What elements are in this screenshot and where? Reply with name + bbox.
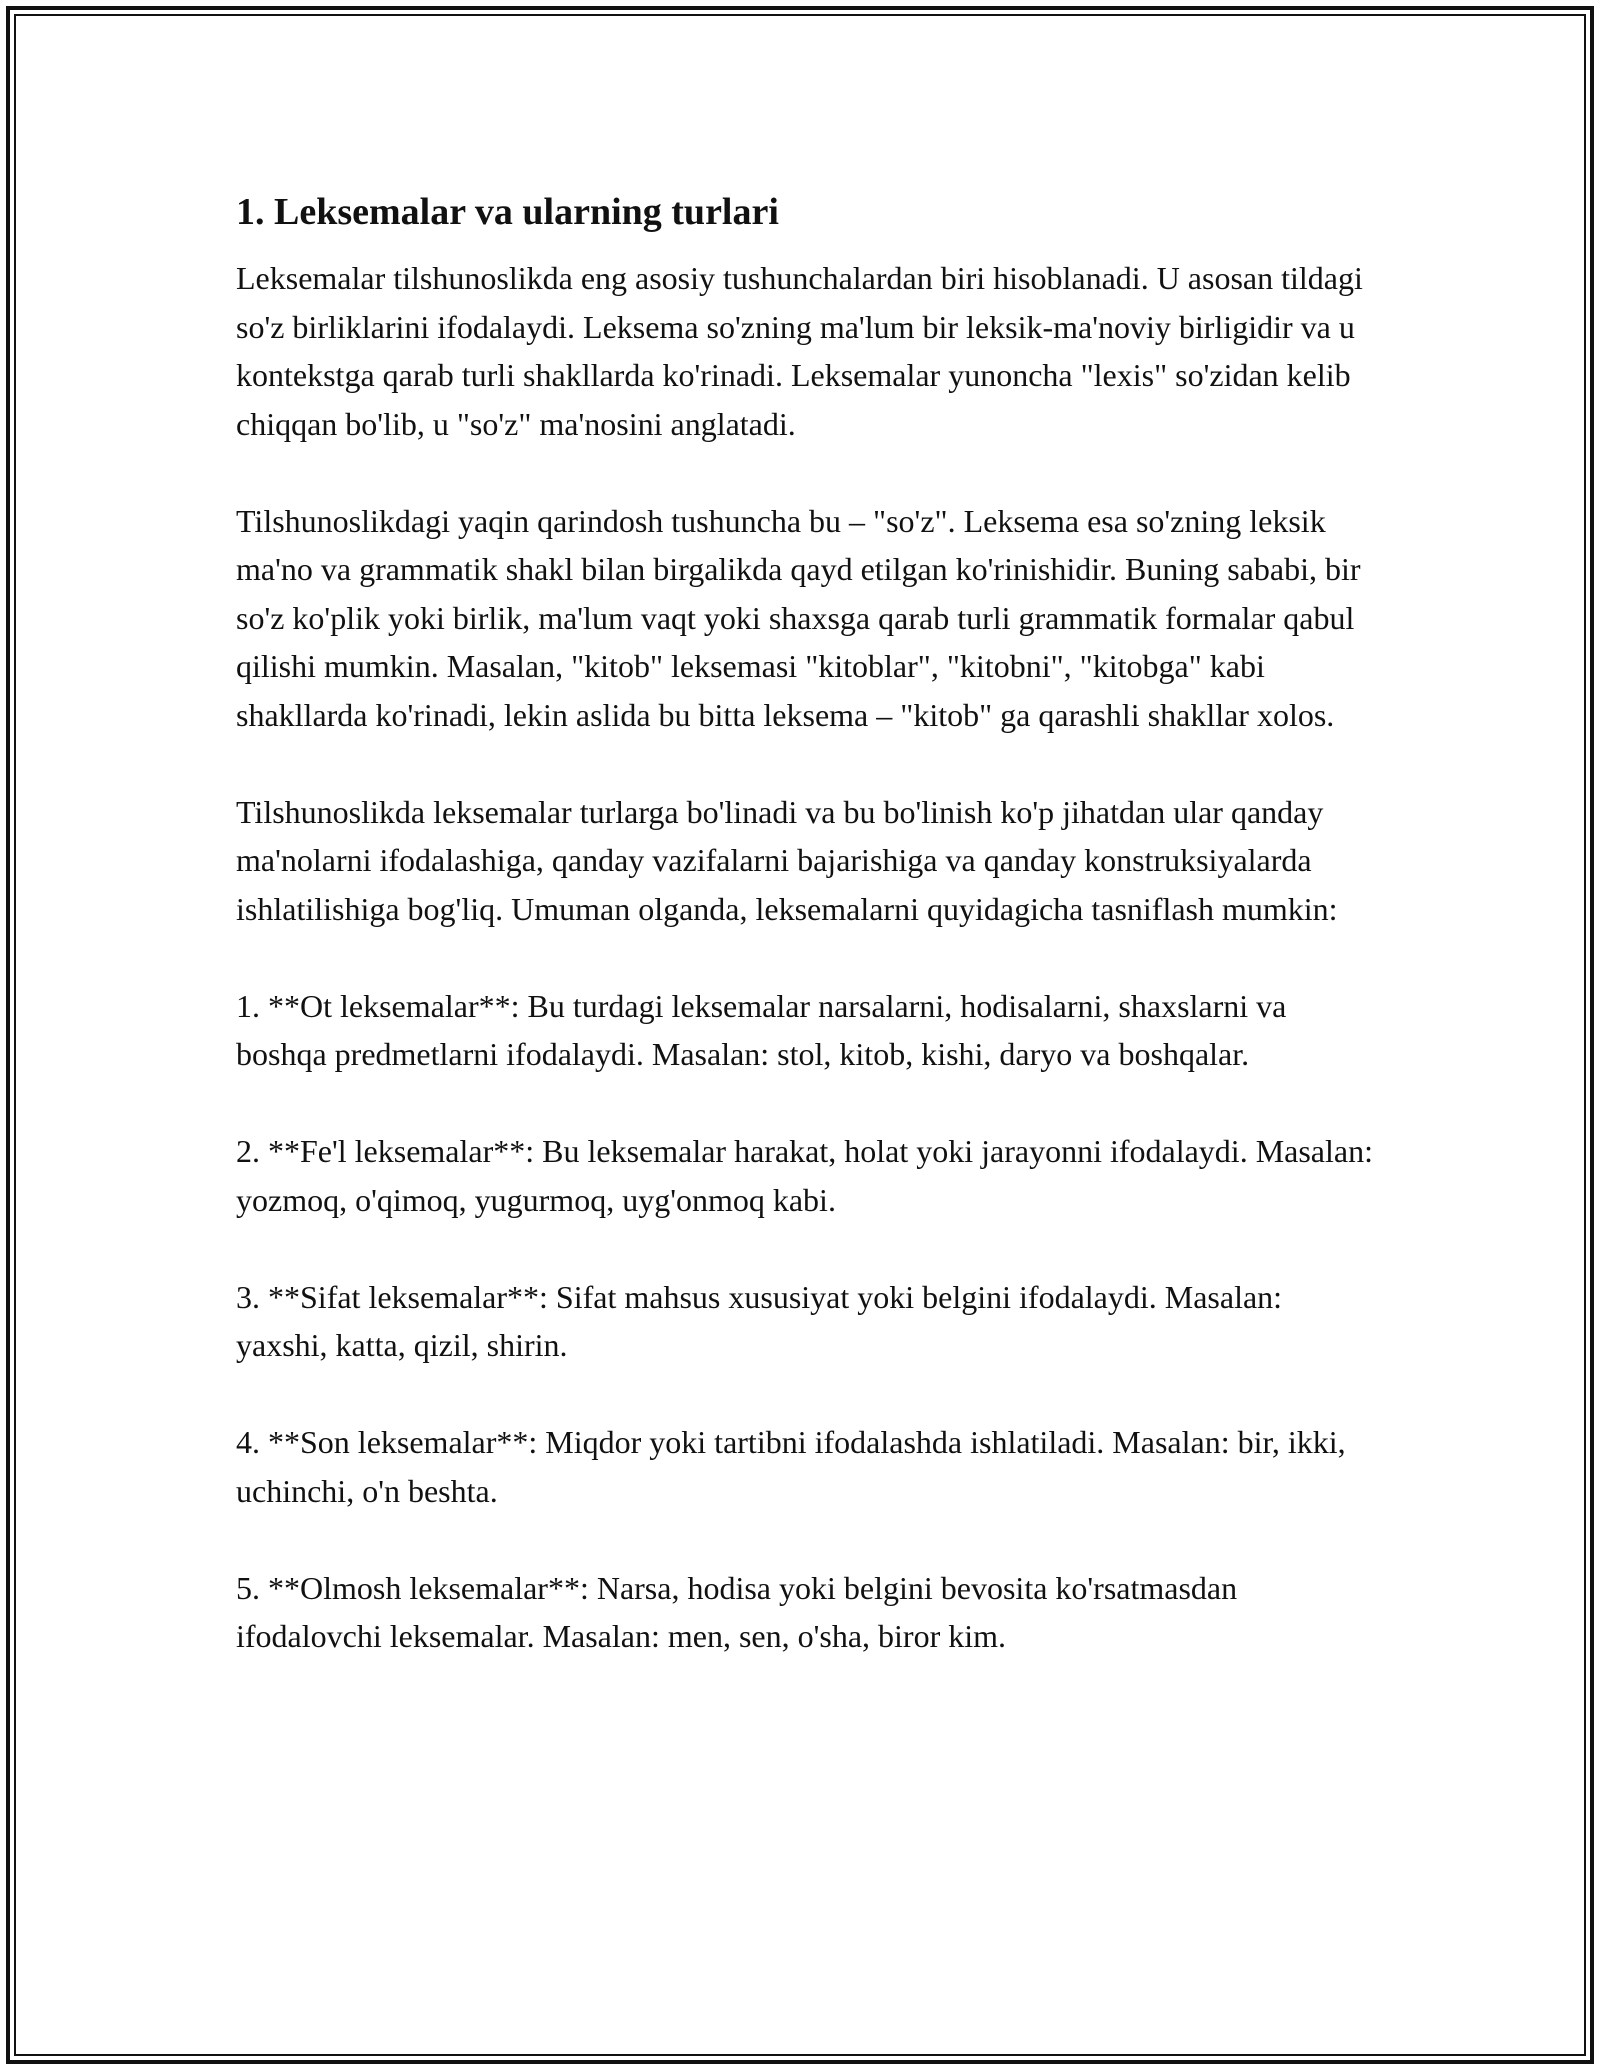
list-item-verb-lexemes: 2. **Fe'l leksemalar**: Bu leksemalar harakat, holat yoki jarayonni ifodalaydi. Masalan: yozmoq, o'qimoq, yugurmoq, uyg'onmoq kabi. bbox=[236, 1133, 1373, 1218]
paragraph-intro: Leksemalar tilshunoslikda eng asosiy tushunchalardan biri hisoblanadi. U asosan tildagi so'z birliklarini ifodalaydi. Leksema so'zning ma'lum bir leksik-ma'noviy birligidir va u kontekstga qarab turli shakllarda ko'rinadi. Leksemalar yunoncha "lexis" so'zidan kelib chiqqan bo'lib, u "so'z" ma'nosini anglatadi. bbox=[236, 260, 1363, 442]
paragraph-word-vs-lexeme: Tilshunoslikdagi yaqin qarindosh tushuncha bu – "so'z". Leksema esa so'zning leksik ma'no va grammatik shakl bilan birgalikda qayd etilgan ko'rinishidir. Buning sababi, bir so'z ko'plik yoki birlik, ma'lum vaqt yoki shaxsga qarab turli grammatik formalar qabul qilishi mumkin. Masalan, "kitob" leksemasi "kitoblar", "kitobni", "kitobga" kabi shakllarda ko'rinadi, lekin aslida bu bitta leksema – "kitob" ga qarashli shakllar xolos. bbox=[236, 502, 1361, 733]
document-body bbox=[236, 186, 1376, 1709]
paragraph-classification: Tilshunoslikda leksemalar turlarga bo'linadi va bu bo'linish ko'p jihatdan ular qanday ma'nolarni ifodalashiga, qanday vazifalarni bajarishiga va qanday konstruksiyalarda ishlatilishiga bog'liq. Umuman olganda, leksemalarni quyidagicha tasniflash mumkin: bbox=[236, 793, 1338, 927]
list-item-adjective-lexemes: 3. **Sifat leksemalar**: Sifat mahsus xususiyat yoki belgini ifodalaydi. Masalan: yaxshi, katta, qizil, shirin. bbox=[236, 1278, 1283, 1363]
section-heading: 1. Leksemalar va ularning turlari bbox=[236, 191, 779, 233]
list-item-noun-lexemes: 1. **Ot leksemalar**: Bu turdagi leksemalar narsalarni, hodisalarni, shaxslarni va boshqa predmetlarni ifodalaydi. Masalan: stol, kitob, kishi, daryo va boshqalar. bbox=[236, 987, 1287, 1072]
list-item-pronoun-lexemes: 5. **Olmosh leksemalar**: Narsa, hodisa yoki belgini bevosita ko'rsatmasdan ifodalovchi leksemalar. Masalan: men, sen, o'sha, biror kim. bbox=[236, 1569, 1238, 1654]
list-item-numeral-lexemes: 4. **Son leksemalar**: Miqdor yoki tartibni ifodalashda ishlatiladi. Masalan: bir, ikki, uchinchi, o'n beshta. bbox=[236, 1424, 1346, 1509]
